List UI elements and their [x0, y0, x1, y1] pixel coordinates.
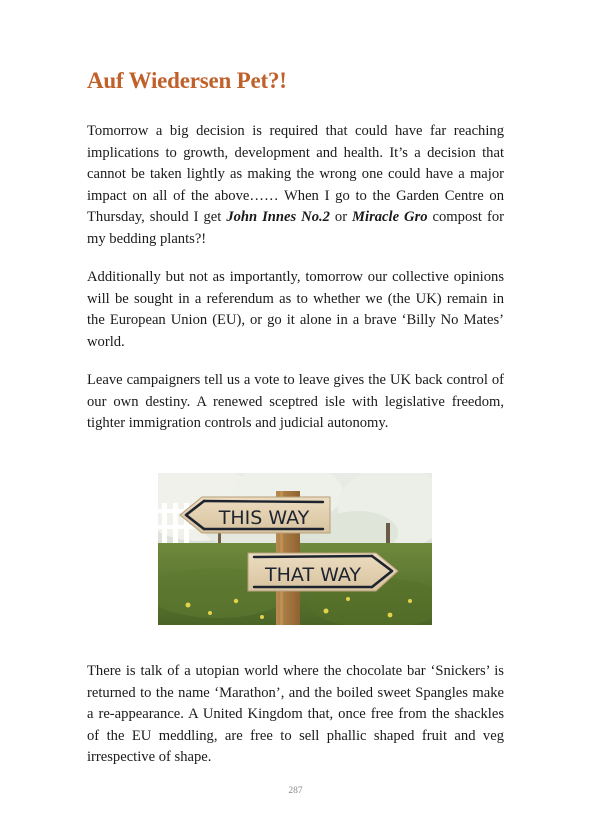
signpost-illustration	[158, 473, 432, 625]
sign-top-label: THIS WAY	[218, 507, 310, 529]
signpost-photo	[158, 473, 432, 625]
emphasis-john-innes: John Innes No.2	[226, 209, 330, 226]
paragraph-referendum: Additionally but not as importantly, tomorrow our collective opinions will be sought in a referendum as to whether we (the UK) remain in the European Union (EU), or go it alone in a brave ‘Billy No Mates’ world.	[87, 269, 504, 350]
paragraph-utopian-world: There is talk of a utopian world where the chocolate bar ‘Snickers’ is returned to the name ‘Marathon’, and the boiled sweet Spangles make a re-appearance. A United Kingdom that, once free from the shackles of the EU meddling, are free to sell phallic shaped fruit and veg irrespective of shape.	[87, 663, 504, 766]
paragraph-compost-decision	[87, 121, 504, 251]
sign-bottom-label: THAT WAY	[265, 564, 361, 586]
page-title: Auf Wiedersen Pet?!	[87, 68, 287, 93]
paragraph-leave-campaign: Leave campaigners tell us a vote to leave gives the UK back control of our own destiny. A renewed sceptred isle with legislative freedom, tighter immigration controls and judicial autonomy.	[87, 372, 504, 432]
paragraph-text: compost for my bedding plants?!	[87, 209, 504, 247]
paragraph-text: or	[329, 209, 353, 226]
page-number: 287	[288, 786, 303, 796]
paragraph-text: Tomorrow a big decision is required that could have far reaching implications to growth, development and health. It’s a decision that cannot be taken lightly as making the wrong one could have a major impact on all of the above…… When I go to the Garden Centre on Thursday, should I get	[87, 123, 504, 226]
emphasis-miracle-gro: Miracle Gro	[352, 209, 428, 226]
